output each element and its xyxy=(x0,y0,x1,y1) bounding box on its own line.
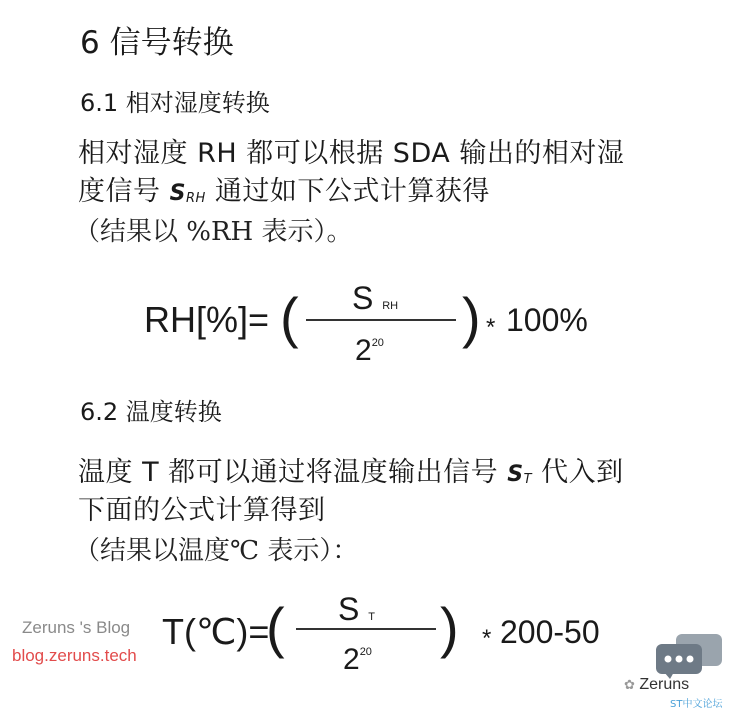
signal-symbol-st xyxy=(507,462,532,487)
signal-symbol-letter: S xyxy=(507,462,524,487)
section-1-title: 6.1 相对湿度转换 xyxy=(80,89,270,117)
section-2-line-3: （结果以温度℃ 表示）： xyxy=(74,536,359,566)
section-2-line-1 xyxy=(78,456,624,497)
signal-symbol-letter: S xyxy=(169,181,186,206)
formula-1-numerator xyxy=(352,281,398,323)
formula-2-open-paren: ( xyxy=(266,596,285,659)
formula-2-num-subscript: T xyxy=(368,611,375,623)
formula-1-fraction-bar xyxy=(306,319,456,321)
formula-1-lhs: RH[%]= xyxy=(144,299,270,340)
watermark-blog-url: blog.zeruns.tech xyxy=(12,646,137,665)
section-1-line-2-rest: 通过如下公式计算获得 xyxy=(205,176,490,207)
formula-2-denominator xyxy=(343,635,372,677)
watermark-brand-sub: ST中文论坛 xyxy=(670,699,723,710)
formula-1-den-base: 2 xyxy=(355,334,372,367)
formula-1-close-paren: ) xyxy=(462,286,481,349)
formula-2-num-letter: S xyxy=(338,591,360,627)
wechat-icon: ✿ xyxy=(624,677,635,692)
formula-1-num-letter: S xyxy=(352,280,374,316)
section-1-line-1: 相对湿度 RH 都可以根据 SDA 输出的相对湿 xyxy=(78,138,625,169)
formula-2-close-paren: ) xyxy=(440,596,459,659)
formula-2-fraction-bar xyxy=(296,628,436,630)
page-heading: 6 信号转换 xyxy=(80,25,234,61)
section-1-line-2-text: 度信号 xyxy=(78,176,170,207)
signal-symbol-subscript: RH xyxy=(185,191,206,206)
formula-1-factor: 100% xyxy=(506,302,588,338)
chat-bubbles-icon xyxy=(654,632,724,680)
section-2-line-1-rest: 代入到 xyxy=(532,457,624,488)
formula-1-denominator xyxy=(355,326,384,368)
formula-1-open-paren: ( xyxy=(280,286,299,349)
section-2-line-2: 下面的公式计算得到 xyxy=(78,495,326,526)
signal-symbol-subscript: T xyxy=(523,472,533,487)
formula-2-multiply: * xyxy=(482,625,492,652)
formula-2-den-base: 2 xyxy=(343,643,360,676)
watermark-brand-text: Zeruns xyxy=(639,676,690,693)
section-1-line-3: （结果以 %RH 表示）。 xyxy=(74,217,353,247)
formula-2-lhs: T(℃)= xyxy=(162,611,270,652)
section-2-line-1-text: 温度 T 都可以通过将温度输出信号 xyxy=(78,457,508,488)
section-1-line-2 xyxy=(78,175,490,216)
formula-1-den-exponent: 20 xyxy=(371,337,384,349)
formula-2-factor: 200-50 xyxy=(500,614,600,650)
formula-2-den-exponent: 20 xyxy=(359,646,372,658)
watermark-brand xyxy=(624,676,689,694)
formula-1-multiply: * xyxy=(486,314,496,341)
signal-symbol-srh xyxy=(170,181,206,206)
formula-1-num-subscript: RH xyxy=(382,300,399,312)
watermark-blog-name: Zeruns 's Blog xyxy=(22,618,131,637)
section-2-title: 6.2 温度转换 xyxy=(80,398,222,426)
